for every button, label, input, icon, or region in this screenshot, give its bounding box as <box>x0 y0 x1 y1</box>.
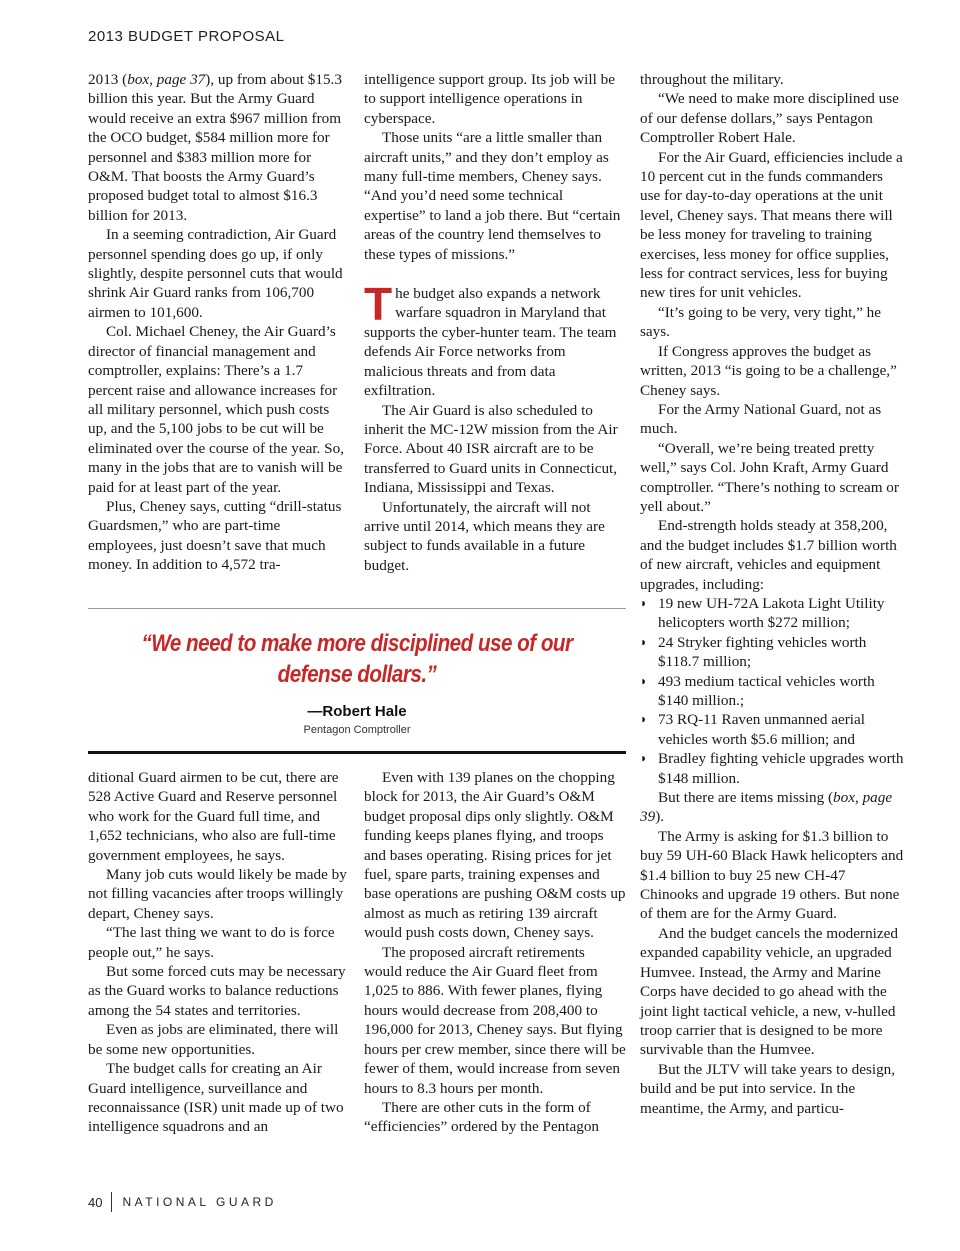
paragraph: The budget calls for creating an Air Guard intelligence, surveillance and reconnaissance (ISR) unit made up of two intelligence squadrons and an <box>88 1060 344 1136</box>
bullet-icon: ◗ <box>640 634 648 649</box>
list-item: ◗ 19 new UH-72A Lakota Light Utility helicopters worth $272 million; <box>640 594 885 632</box>
article-column-2-bottom <box>364 768 626 1137</box>
section-header: 2013 BUDGET PROPOSAL <box>88 28 285 45</box>
pullquote-top-rule <box>88 608 626 609</box>
paragraph: For the Army National Guard, not as much. <box>640 400 882 438</box>
paragraph: But the JLTV will take years to design, build and be put into service. In the meantime, the Army, and particu- <box>640 1060 896 1117</box>
paragraph: For the Air Guard, efficiencies include a 10 percent cut in the funds commanders use for day-to-day operations at the unit level, Cheney says. That means there will be less money for traveling to training exercises, less money for office supplies, less for contract services, less for buying new tires for unit vehicles. <box>640 148 903 302</box>
paragraph: But some forced cuts may be necessary as the Guard works to balance reductions among the 54 states and territories. <box>88 963 346 1019</box>
list-item: ◗ 73 RQ-11 Raven unmanned aerial vehicles worth $5.6 million; and <box>640 711 865 748</box>
paragraph-dropcap: The budget also expands a network warfare squadron in Maryland that supports the cyber-hunter team. The team defends Air Force networks from malicious threats and from data exfiltration. <box>364 278 617 400</box>
equipment-list <box>640 594 906 788</box>
paragraph: Even as jobs are eliminated, there will be some new opportunities. <box>88 1021 339 1058</box>
drop-cap: T <box>364 278 393 331</box>
article-column-2-top <box>364 70 626 575</box>
footer-divider <box>111 1192 112 1212</box>
paragraph: throughout the military. <box>640 71 784 88</box>
paragraph: End-strength holds steady at 358,200, and the budget includes $1.7 billion worth of new aircraft, vehicles and equipment upgrades, including: <box>640 517 897 593</box>
paragraph: If Congress approves the budget as written, 2013 “is going to be a challenge,” Cheney says. <box>640 342 897 399</box>
paragraph: There are other cuts in the form of “efficiencies” ordered by the Pentagon <box>364 1098 600 1136</box>
paragraph: Unfortunately, the aircraft will not arrive until 2014, which means they are subject to funds available in a future budget. <box>364 498 605 574</box>
paragraph: Many job cuts would likely be made by not filling vacancies after troops willingly depart, Cheney says. <box>88 866 347 922</box>
paragraph: intelligence support group. Its job will be to support intelligence operations in cyberspace. <box>364 71 615 127</box>
bullet-icon: ◗ <box>640 751 648 766</box>
pullquote-role: Pentagon Comptroller <box>303 724 411 736</box>
paragraph: The Army is asking for $1.3 billion to buy 59 UH-60 Black Hawk helicopters and $1.4 billion to buy 25 new CH-47 Chinooks and upgrade 19 others. But none of them are for the Army Guard. <box>640 827 904 923</box>
list-item: ◗ 493 medium tactical vehicles worth $140 million.; <box>640 672 875 709</box>
paragraph: Col. Michael Cheney, the Air Guard’s director of financial management and comptroller, explains: There’s a 1.7 percent raise and allowance increases for all military personnel, which push costs up, and the 5,100 jobs to be cut will be eliminated over the course of the year. So, many in the jobs that are to vanish will be paid for at least part of the year. <box>88 323 344 496</box>
paragraph: Even with 139 planes on the chopping block for 2013, the Air Guard’s O&M budget proposal dips only slightly. O&M funding keeps planes flying, and troops and bases operating. Rising prices for jet fuel, spare parts, training expenses and base operations are pushing O&M costs up almost as much as retiring 139 aircraft would push costs down, Cheney says. <box>364 769 626 942</box>
paragraph: “We need to make more disciplined use of our defense dollars,” says Pentagon Comptroller Robert Hale. <box>640 90 899 147</box>
pullquote-text: “We need to make more disciplined use of our defense dollars.” <box>141 630 573 688</box>
bullet-icon: ◗ <box>640 712 648 727</box>
paragraph: In a seeming contradiction, Air Guard personnel spending does go up, if only slightly, despite personnel cuts that would shrink Air Guard ranks from 106,700 airmen to 101,600. <box>88 226 343 321</box>
page-number: 40 <box>88 1194 103 1210</box>
paragraph: “The last thing we want to do is force people out,” he says. <box>88 924 335 961</box>
publication-name: NATIONAL GUARD <box>122 1195 277 1209</box>
paragraph: And the budget cancels the modernized expanded capability vehicle, an upgraded Humvee. Instead, the Army and Marine Corps have decided to go ahead with the joint light tactical vehicle, a new, v-hulled troop carrier that is designed to be more survivable than the Humvee. <box>640 924 898 1059</box>
paragraph: The Air Guard is also scheduled to inherit the MC-12W mission from the Air Force. About 40 ISR aircraft are to be transferred to Guard units in Connecticut, Indiana, Mississippi and Texas. <box>364 401 618 497</box>
list-item: ◗ Bradley fighting vehicle upgrades worth $148 million. <box>640 750 904 787</box>
paragraph: But there are items missing (box, page 39). <box>640 789 893 826</box>
paragraph: ditional Guard airmen to be cut, there are 528 Active Guard and Reserve personnel who work for the Guard full time, and 1,652 technicians, who also are full-time government employees, he says. <box>88 769 339 864</box>
page-footer <box>88 1192 277 1212</box>
list-item: ◗ 24 Stryker fighting vehicles worth $118.7 million; <box>640 633 867 671</box>
bullet-icon: ◗ <box>640 673 648 688</box>
paragraph: 2013 (box, page 37), up from about $15.3 billion this year. But the Army Guard would receive an extra $967 million from the OCO budget, $584 million more for personnel and $383 million more for O&M. That boosts the Army Guard’s proposed budget total to almost $16.3 billion for 2013. <box>88 71 342 224</box>
article-column-3 <box>640 70 906 1118</box>
article-column-1-bottom <box>88 768 350 1137</box>
paragraph: “It’s going to be very, very tight,” he says. <box>640 303 881 341</box>
paragraph: “Overall, we’re being treated pretty well,” says Col. John Kraft, Army Guard comptroller. “There’s nothing to scream or yell about.” <box>640 439 899 515</box>
article-column-1-top <box>88 70 350 575</box>
paragraph: Those units “are a little smaller than aircraft units,” and they don’t employ as many full-time members, Cheney says. “And you’d need some technical expertise” to land a job there. But “certain areas of the country lend themselves to these types of missions.” <box>364 129 621 263</box>
bullet-icon: ◗ <box>640 595 648 610</box>
paragraph: Plus, Cheney says, cutting “drill-status Guardsmen,” who are part-time employees, just doesn’t save that much money. In addition to 4,572 tra- <box>88 497 342 574</box>
cross-reference: box, page 39 <box>640 789 893 826</box>
paragraph: The proposed aircraft retirements would reduce the Air Guard fleet from 1,025 to 886. With fewer planes, flying hours would decrease from 208,400 to 196,000 for 2013, Cheney says. But flying hours per crew member, since there will be fewer of them, would increase from seven hours to 8.3 hours per month. <box>364 943 626 1097</box>
pullquote-author: —Robert Hale <box>307 703 407 720</box>
cross-reference: box, page 37 <box>127 71 206 88</box>
pullquote-bottom-rule <box>88 751 626 754</box>
